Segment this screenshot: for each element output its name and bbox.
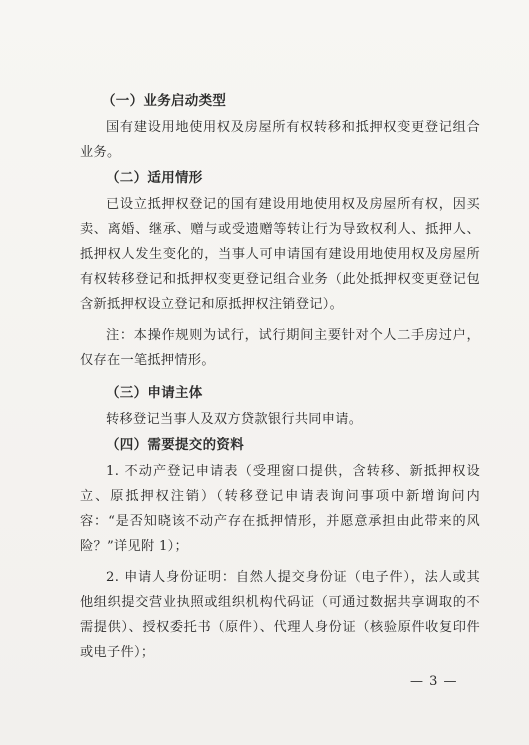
section-1-paragraph-1: 国有建设用地使用权及房屋所有权转移和抵押权变更登记组合业务。 <box>80 120 480 160</box>
section-heading-2: （二）适用情形 <box>106 170 203 186</box>
section-2-paragraph-1: 已设立抵押权登记的国有建设用地使用权及房屋所有权，因买卖、离婚、继承、赠与或受遗赠等转让行为导致权利人、抵押人、抵押权人发生变化的，当事人可申请国有建设用地使用权及房屋所有权转移登记和抵押权变更登记组合业务（此处抵押权变更登记包含新抵押权设立登记和原抵押权注销登记）。 <box>80 197 480 312</box>
section-4-item-1: 1. 不动产登记申请表（受理窗口提供，含转移、新抵押权设立、原抵押权注销）（转移登记申请表询问事项中新增询问内容：“是否知晓该不动产存在抵押情形，并愿意承担由此带来的风险？”详见附 1）； <box>80 464 480 554</box>
section-heading-3: （三）申请主体 <box>106 385 203 401</box>
section-4-item-2: 2. 申请人身份证明：自然人提交身份证（电子件），法人或其他组织提交营业执照或组织机构代码证（可通过数据共享调取的不需提供）、授权委托书（原件）、代理人身份证（核验原件收复印件或电子件）； <box>80 570 480 660</box>
section-3-paragraph-1: 转移登记当事人及双方贷款银行共同申请。 <box>106 412 363 427</box>
document-body <box>80 88 480 665</box>
section-heading-1: （一）业务启动类型 <box>102 93 227 109</box>
page-number: — 3 — <box>410 674 458 689</box>
section-heading-4: （四）需要提交的资料 <box>106 437 244 453</box>
section-2-note: 注：本操作规则为试行，试行期间主要针对个人二手房过户，仅存在一笔抵押情形。 <box>80 328 480 368</box>
